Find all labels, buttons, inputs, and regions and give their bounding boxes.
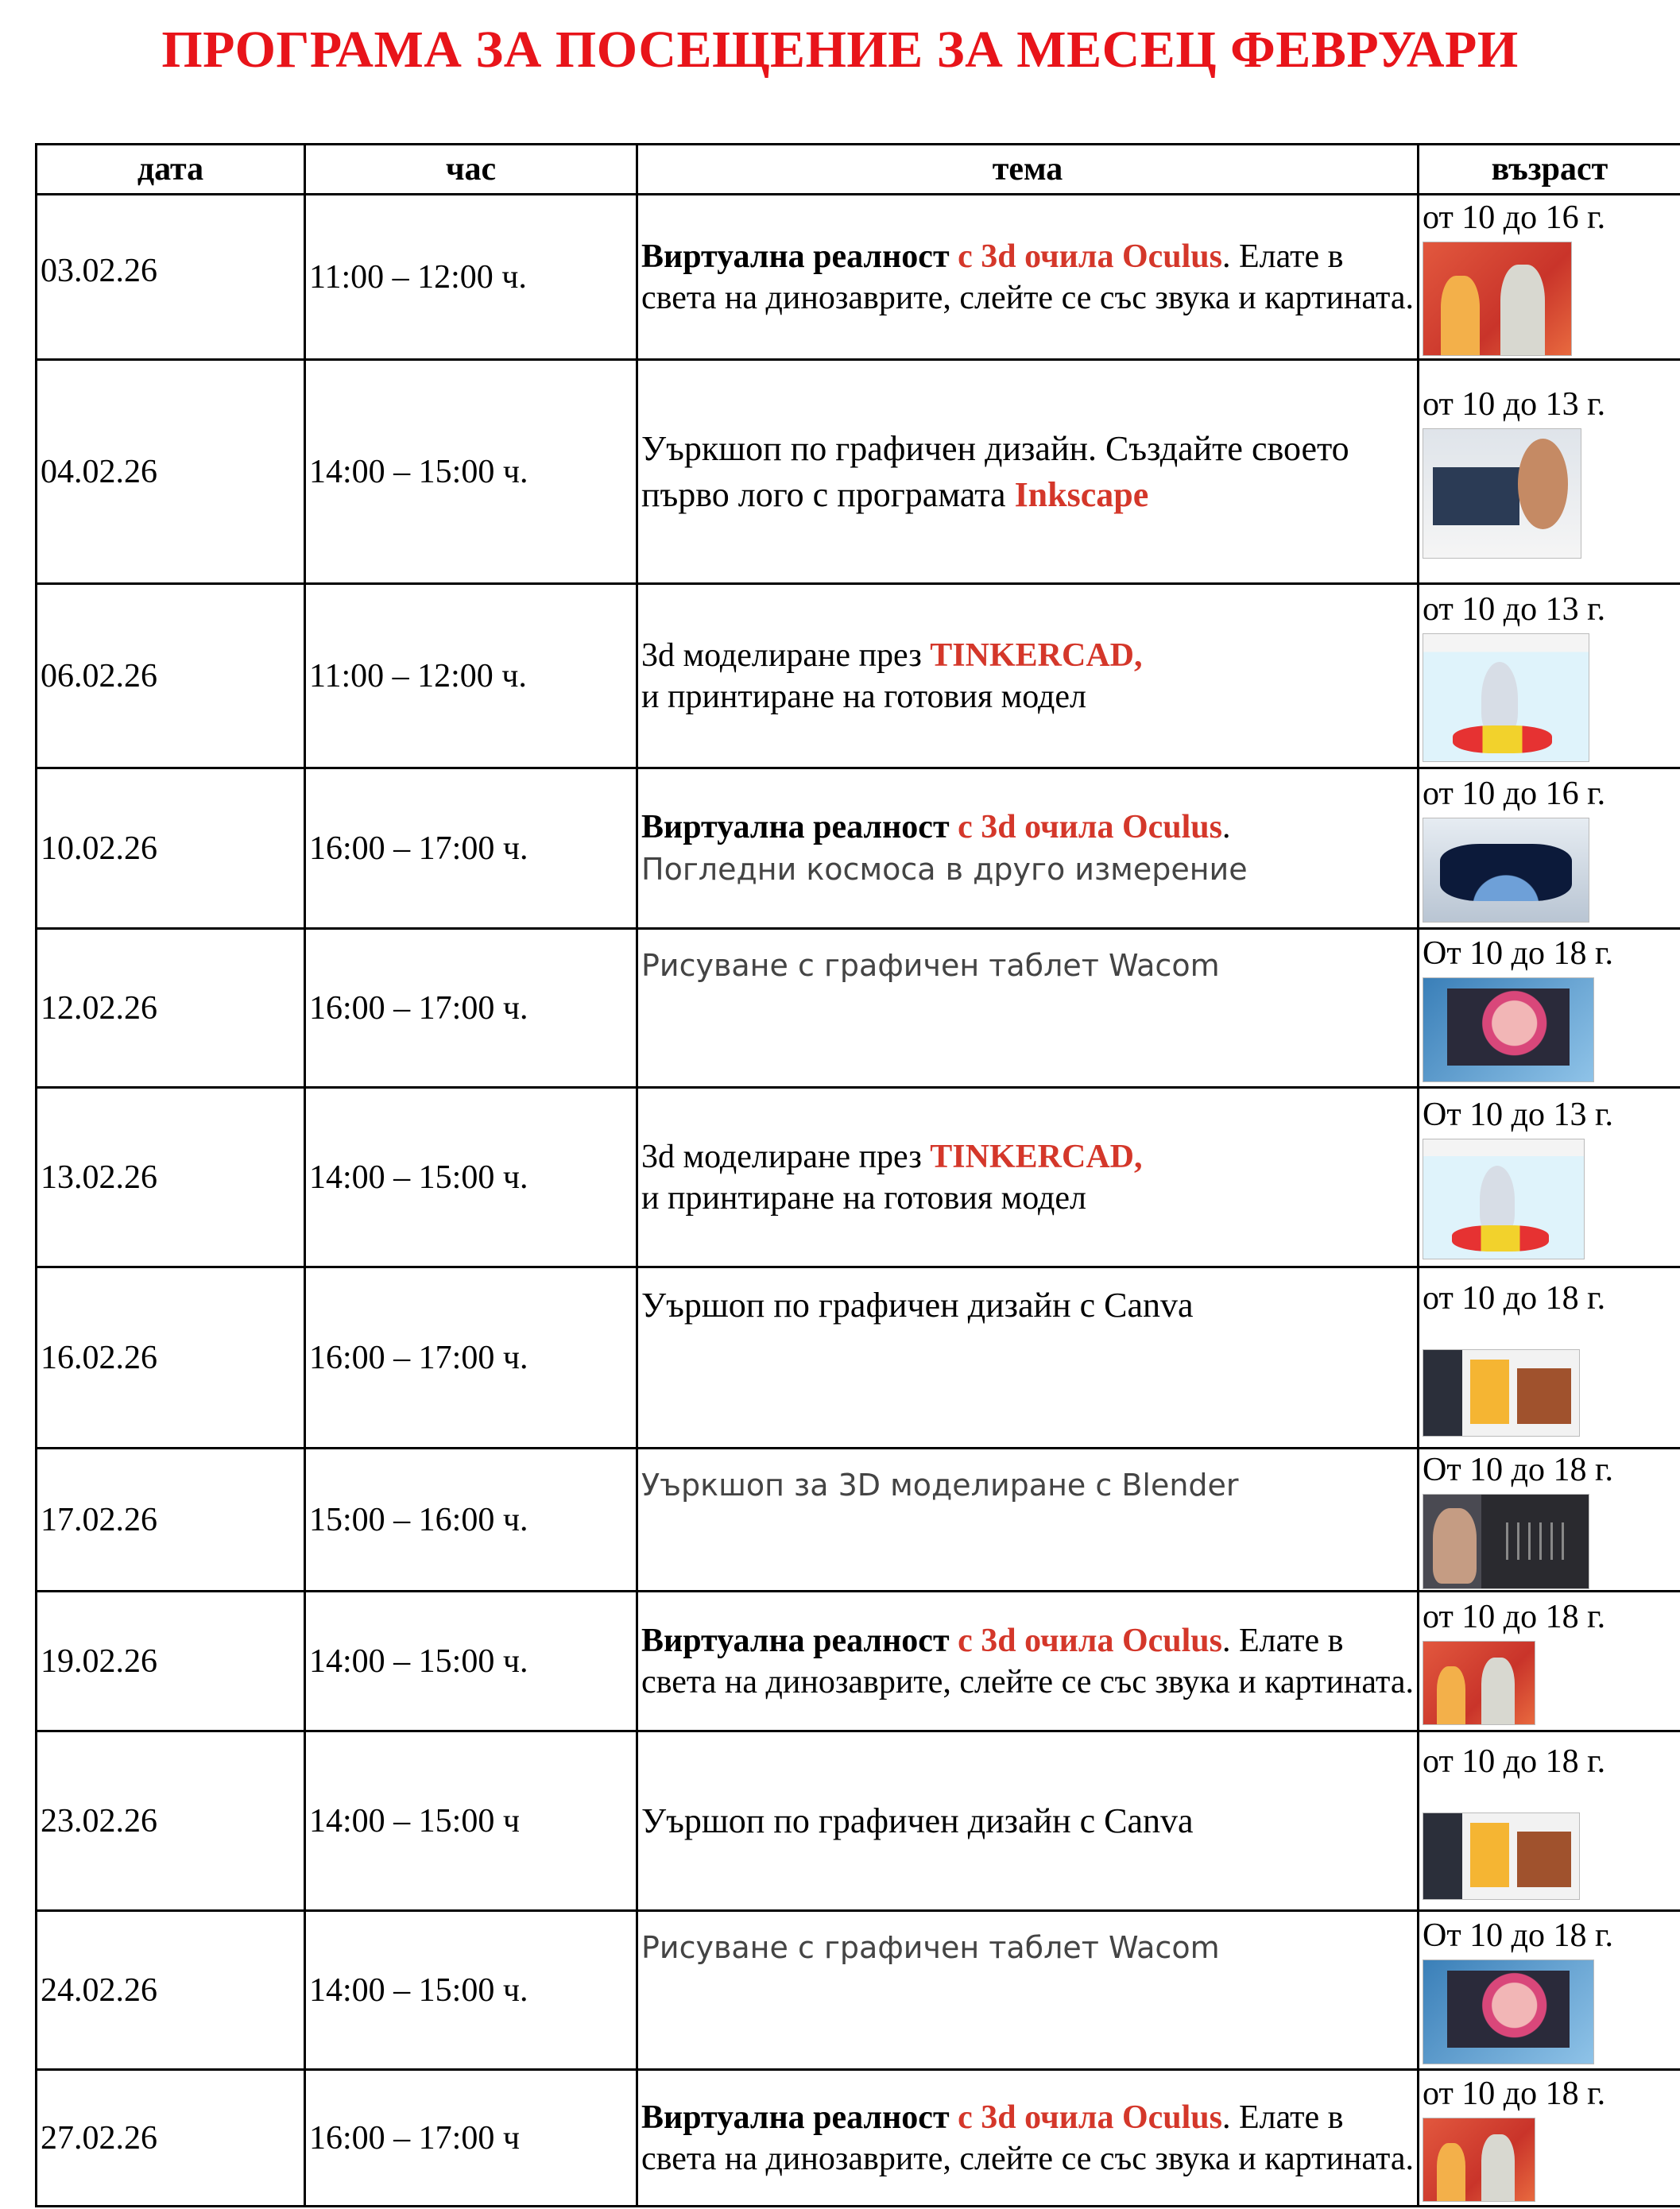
- topic-cell: [637, 584, 1419, 768]
- tinkercad-rocket-image: [1423, 1139, 1585, 1259]
- topic-text: Уъркшоп за 3D моделиране с Blender: [641, 1468, 1239, 1503]
- time-cell: 14:00 – 15:00 ч.: [305, 1088, 637, 1267]
- canva-screen-image: [1423, 1349, 1580, 1437]
- age-cell: [1419, 360, 1680, 584]
- time-cell: 14:00 – 15:00 ч.: [305, 1911, 637, 2070]
- topic-cell: [637, 1449, 1419, 1592]
- date-cell: 19.02.26: [37, 1592, 305, 1731]
- topic-bold: Виртуална реалност: [641, 238, 950, 275]
- topic-cell: [637, 1911, 1419, 2070]
- age-range: от 10 до 18 г.: [1423, 1279, 1606, 1317]
- topic-cell: [637, 929, 1419, 1088]
- date-cell: 06.02.26: [37, 584, 305, 768]
- topic-highlight: Inkscape: [1014, 474, 1149, 514]
- topic-cell: [637, 1267, 1419, 1449]
- time-cell: 16:00 – 17:00 ч.: [305, 929, 637, 1088]
- topic-text: .: [1221, 808, 1231, 845]
- topic-highlight: с 3d очила Oculus: [949, 808, 1222, 845]
- topic-cell: [637, 1088, 1419, 1267]
- topic-text: Рисуване с графичен таблет Wacom: [641, 948, 1220, 983]
- date-cell: 03.02.26: [37, 188, 305, 354]
- table-header-row: [37, 145, 1680, 195]
- age-cell: [1419, 1449, 1680, 1592]
- age-range: от 10 до 18 г.: [1423, 2075, 1606, 2112]
- age-range: от 10 до 13 г.: [1423, 385, 1606, 423]
- age-cell: [1419, 195, 1680, 360]
- time-cell: 16:00 – 17:00 ч: [305, 2070, 637, 2207]
- topic-bold: Виртуална реалност: [641, 2099, 950, 2136]
- time-cell: 15:00 – 16:00 ч.: [305, 1449, 637, 1592]
- age-cell: [1419, 1592, 1680, 1731]
- header-topic: тема: [637, 145, 1419, 195]
- table-row: [37, 1449, 1680, 1592]
- blender-screen-image: [1423, 1494, 1589, 1589]
- age-range: От 10 до 13 г.: [1423, 1096, 1614, 1133]
- topic-text: Уъркшоп по графичен дизайн. Създайте своето първо лого с програмата: [641, 428, 1349, 514]
- age-cell: [1419, 2070, 1680, 2207]
- date-cell: 24.02.26: [37, 1911, 305, 2070]
- age-range: от 10 до 16 г.: [1423, 775, 1606, 812]
- space-window-image: [1423, 818, 1589, 923]
- age-range: От 10 до 18 г.: [1423, 934, 1614, 972]
- topic-cell: [637, 2070, 1419, 2207]
- age-cell: [1419, 768, 1680, 929]
- date-cell: 16.02.26: [37, 1267, 305, 1449]
- canva-screen-image: [1423, 1812, 1580, 1900]
- date-cell: 27.02.26: [37, 2070, 305, 2207]
- wacom-tablet-image: [1423, 977, 1594, 1082]
- table-row: [37, 1592, 1680, 1731]
- page-title: ПРОГРАМА ЗА ПОСЕЩЕНИЕ ЗА МЕСЕЦ ФЕВРУАРИ: [161, 21, 1519, 79]
- topic-text-line2: Погледни космоса в друго измерение: [641, 851, 1248, 887]
- topic-text: 3d моделиране през: [641, 1138, 931, 1175]
- topic-text: . Елате в света на динозаврите, слейте се със звука и картината.: [641, 2099, 1414, 2177]
- tinkercad-rocket-image: [1423, 633, 1589, 762]
- time-cell: 14:00 – 15:00 ч: [305, 1731, 637, 1911]
- vr-kids-photo: [1423, 2118, 1535, 2202]
- topic-highlight: с 3d очила Oculus: [949, 238, 1222, 275]
- date-cell: 12.02.26: [37, 929, 305, 1088]
- topic-text: 3d моделиране през: [641, 636, 931, 674]
- date-cell: 17.02.26: [37, 1449, 305, 1592]
- table-row: [37, 929, 1680, 1088]
- header-age: възраст: [1419, 145, 1680, 195]
- date-cell: 13.02.26: [37, 1088, 305, 1267]
- age-range: от 10 до 18 г.: [1423, 1598, 1606, 1635]
- age-cell: [1419, 1731, 1680, 1911]
- topic-cell: [637, 360, 1419, 584]
- topic-cell: [637, 1592, 1419, 1731]
- age-range: От 10 до 18 г.: [1423, 1917, 1614, 1954]
- age-range: от 10 до 16 г.: [1423, 199, 1606, 236]
- header-time: час: [305, 145, 637, 195]
- topic-text-line2: и принтиране на готовия модел: [641, 678, 1087, 715]
- table-row: [37, 584, 1680, 768]
- table-row: [37, 2070, 1680, 2207]
- topic-text: . Елате в света на динозаврите, слейте се със звука и картината.: [641, 238, 1414, 316]
- table-row: [37, 1267, 1680, 1449]
- time-cell: 14:00 – 15:00 ч.: [305, 360, 637, 584]
- topic-text: Уършоп по графичен дизайн с Canva: [641, 1801, 1194, 1840]
- topic-bold: Виртуална реалност: [641, 1622, 950, 1659]
- age-range: от 10 до 13 г.: [1423, 590, 1606, 628]
- topic-bold: Виртуална реалност: [641, 808, 950, 845]
- topic-cell: [637, 195, 1419, 360]
- topic-highlight: TINKERCAD,: [930, 1138, 1143, 1175]
- time-cell: 16:00 – 17:00 ч.: [305, 1267, 637, 1449]
- topic-text-line2: и принтиране на готовия модел: [641, 1179, 1087, 1217]
- topic-highlight: с 3d очила Oculus: [949, 2099, 1222, 2136]
- age-range: от 10 до 18 г.: [1423, 1743, 1606, 1780]
- table-row: [37, 195, 1680, 360]
- age-cell: [1419, 929, 1680, 1088]
- schedule-table: [35, 143, 1680, 2207]
- topic-text: . Елате в света на динозаврите, слейте се със звука и картината.: [641, 1622, 1414, 1700]
- age-cell: [1419, 1088, 1680, 1267]
- topic-highlight: с 3d очила Oculus: [949, 1622, 1222, 1659]
- date-cell: 23.02.26: [37, 1731, 305, 1911]
- table-row: [37, 768, 1680, 929]
- graphic-design-photo: [1423, 428, 1581, 559]
- table-row: [37, 1088, 1680, 1267]
- topic-highlight: TINKERCAD,: [930, 636, 1143, 674]
- vr-kids-photo: [1423, 242, 1572, 356]
- age-cell: [1419, 584, 1680, 768]
- vr-kids-photo: [1423, 1641, 1535, 1725]
- time-cell: 16:00 – 17:00 ч.: [305, 768, 637, 929]
- date-cell: 10.02.26: [37, 768, 305, 929]
- age-cell: [1419, 1911, 1680, 2070]
- topic-text: Рисуване с графичен таблет Wacom: [641, 1930, 1220, 1965]
- wacom-tablet-image: [1423, 1959, 1594, 2064]
- topic-cell: [637, 768, 1419, 929]
- date-cell: 04.02.26: [37, 360, 305, 584]
- header-date: дата: [37, 145, 305, 195]
- time-cell: 14:00 – 15:00 ч.: [305, 1592, 637, 1731]
- topic-cell: [637, 1731, 1419, 1911]
- table-row: [37, 1911, 1680, 2070]
- table-row: [37, 360, 1680, 584]
- age-cell: [1419, 1267, 1680, 1449]
- age-range: От 10 до 18 г.: [1423, 1451, 1614, 1488]
- time-cell: 11:00 – 12:00 ч.: [305, 584, 637, 768]
- topic-text: Уършоп по графичен дизайн с Canva: [641, 1286, 1194, 1325]
- table-row: [37, 1731, 1680, 1911]
- time-cell: 11:00 – 12:00 ч.: [305, 195, 637, 360]
